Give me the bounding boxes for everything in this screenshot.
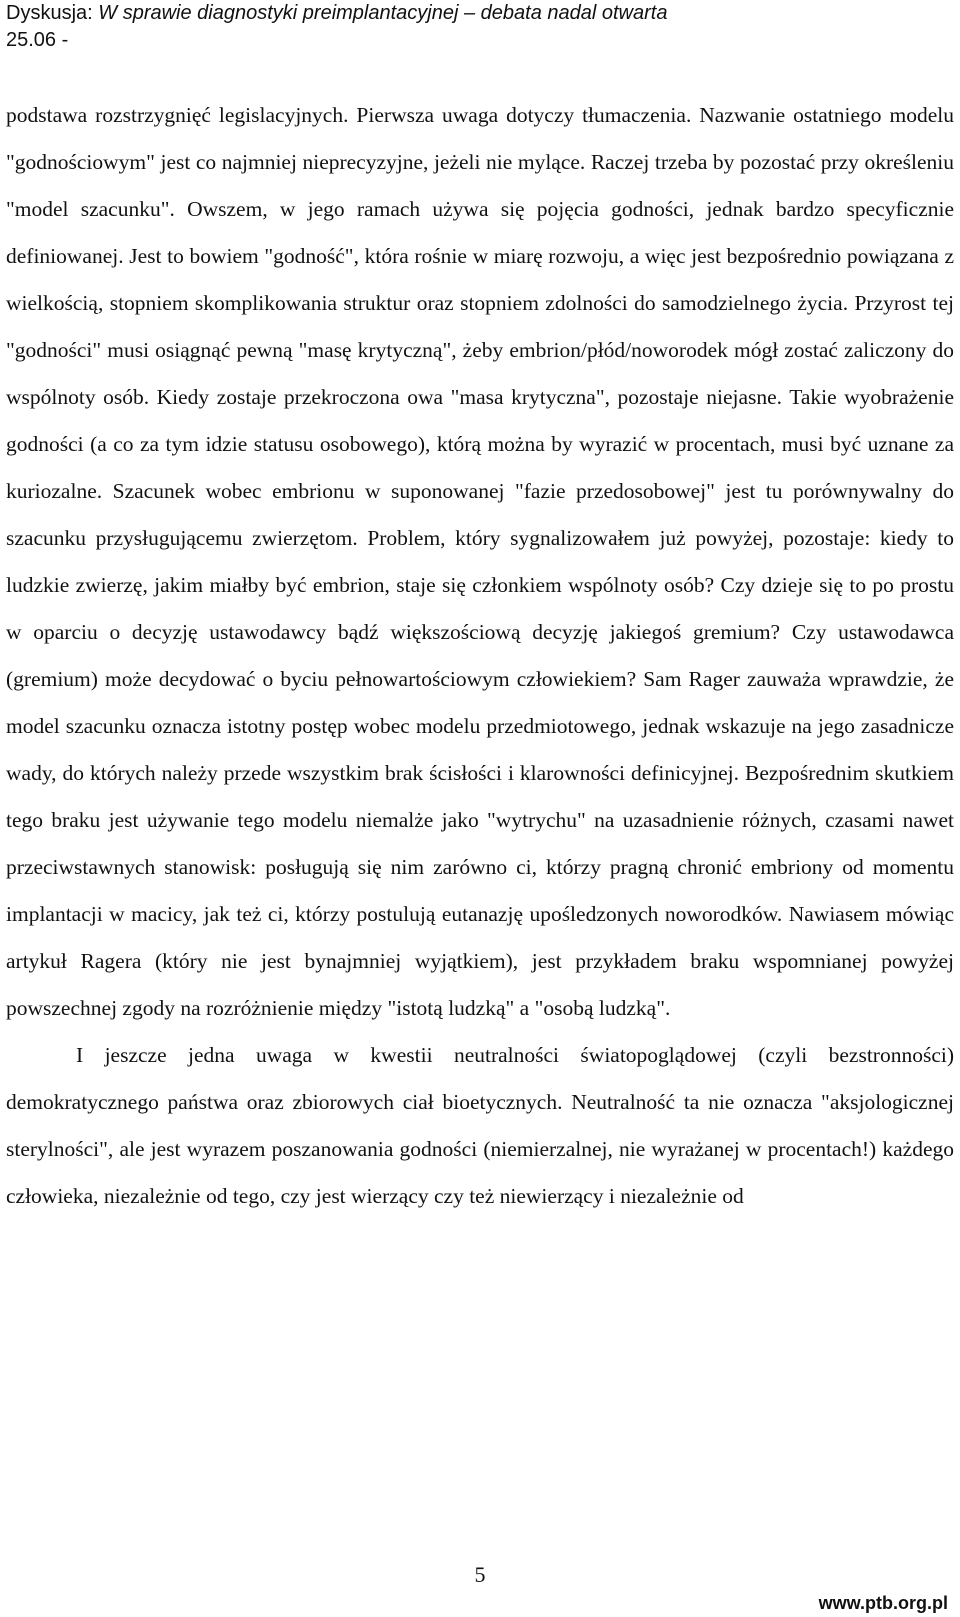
- paragraph-1: podstawa rozstrzygnięć legislacyjnych. Pierwsza uwaga dotyczy tłumaczenia. Nazwanie ostatniego modelu "godnościowym" jest co najmniej nieprecyzyjne, jeżeli nie mylące. Raczej trzeba by pozostać przy określeniu "model szacunku". Owszem, w jego ramach używa się pojęcia godności, jednak bardzo specyficznie definiowanej. Jest to bowiem "godność", która rośnie w miarę rozwoju, a więc jest bezpośrednio powiązana z wielkością, stopniem skomplikowania struktur oraz stopniem zdolności do samodzielnego życia. Przyrost tej "godności" musi osiągnąć pewną "masę krytyczną", żeby embrion/płód/noworodek mógł zostać zaliczony do wspólnoty osób. Kiedy zostaje przekroczona owa "masa krytyczna", pozostaje niejasne. Takie wyobrażenie godności (a co za tym idzie statusu osobowego), którą można by wyrazić w procentach, musi być uznane za kuriozalne. Szacunek wobec embrionu w suponowanej "fazie przedosobowej" jest tu porównywalny do szacunku przysługującemu zwierzętom. Problem, który sygnalizowałem już powyżej, pozostaje: kiedy to ludzkie zwierzę, jakim miałby być embrion, staje się członkiem wspólnoty osób? Czy dzieje się to po prostu w oparciu o decyzję ustawodawcy bądź większościową decyzję jakiegoś gremium? Czy ustawodawca (gremium) może decydować o byciu pełnowartościowym człowiekiem? Sam Rager zauważa wprawdzie, że model szacunku oznacza istotny postęp wobec modelu przedmiotowego, jednak wskazuje na jego zasadnicze wady, do których należy przede wszystkim brak ścisłości i klarowności definicyjnej. Bezpośrednim skutkiem tego braku jest używanie tego modelu niemalże jako "wytrychu" na uzasadnienie różnych, czasami nawet przeciwstawnych stanowisk: posługują się nim zarówno ci, którzy pragną chronić embriony od momentu implantacji w macicy, jak też ci, którzy postulują eutanazję upośledzonych noworodków. Nawiasem mówiąc artykuł Ragera (który nie jest bynajmniej wyjątkiem), jest przykładem braku wspomnianej powyżej powszechnej zgody na rozróżnienie między "istotą ludzką" a "osobą ludzką".: [6, 103, 954, 1020]
- header-label: Dyskusja:: [6, 2, 93, 24]
- site-url: www.ptb.org.pl: [818, 1593, 948, 1613]
- header-date: 25.06 -: [6, 29, 69, 51]
- header-article-title: W sprawie diagnostyki preimplantacyjnej – debata nadal otwarta: [98, 2, 668, 24]
- header-title-line: [6, 0, 946, 27]
- page-number: 5: [474, 1562, 486, 1587]
- paragraph-2: I jeszcze jedna uwaga w kwestii neutralności światopoglądowej (czyli bezstronności) demokratycznego państwa oraz zbiorowych ciał bioetycznych. Neutralność ta nie oznacza "aksjologicznej sterylności", ale jest wyrazem poszanowania godności (niemierzalnej, nie wyrażanej w procentach!) każdego człowieka, niezależnie od tego, czy jest wierzący czy też niewierzący i niezależnie od: [6, 1043, 954, 1208]
- article-body: [6, 92, 954, 1220]
- running-header: [6, 0, 946, 54]
